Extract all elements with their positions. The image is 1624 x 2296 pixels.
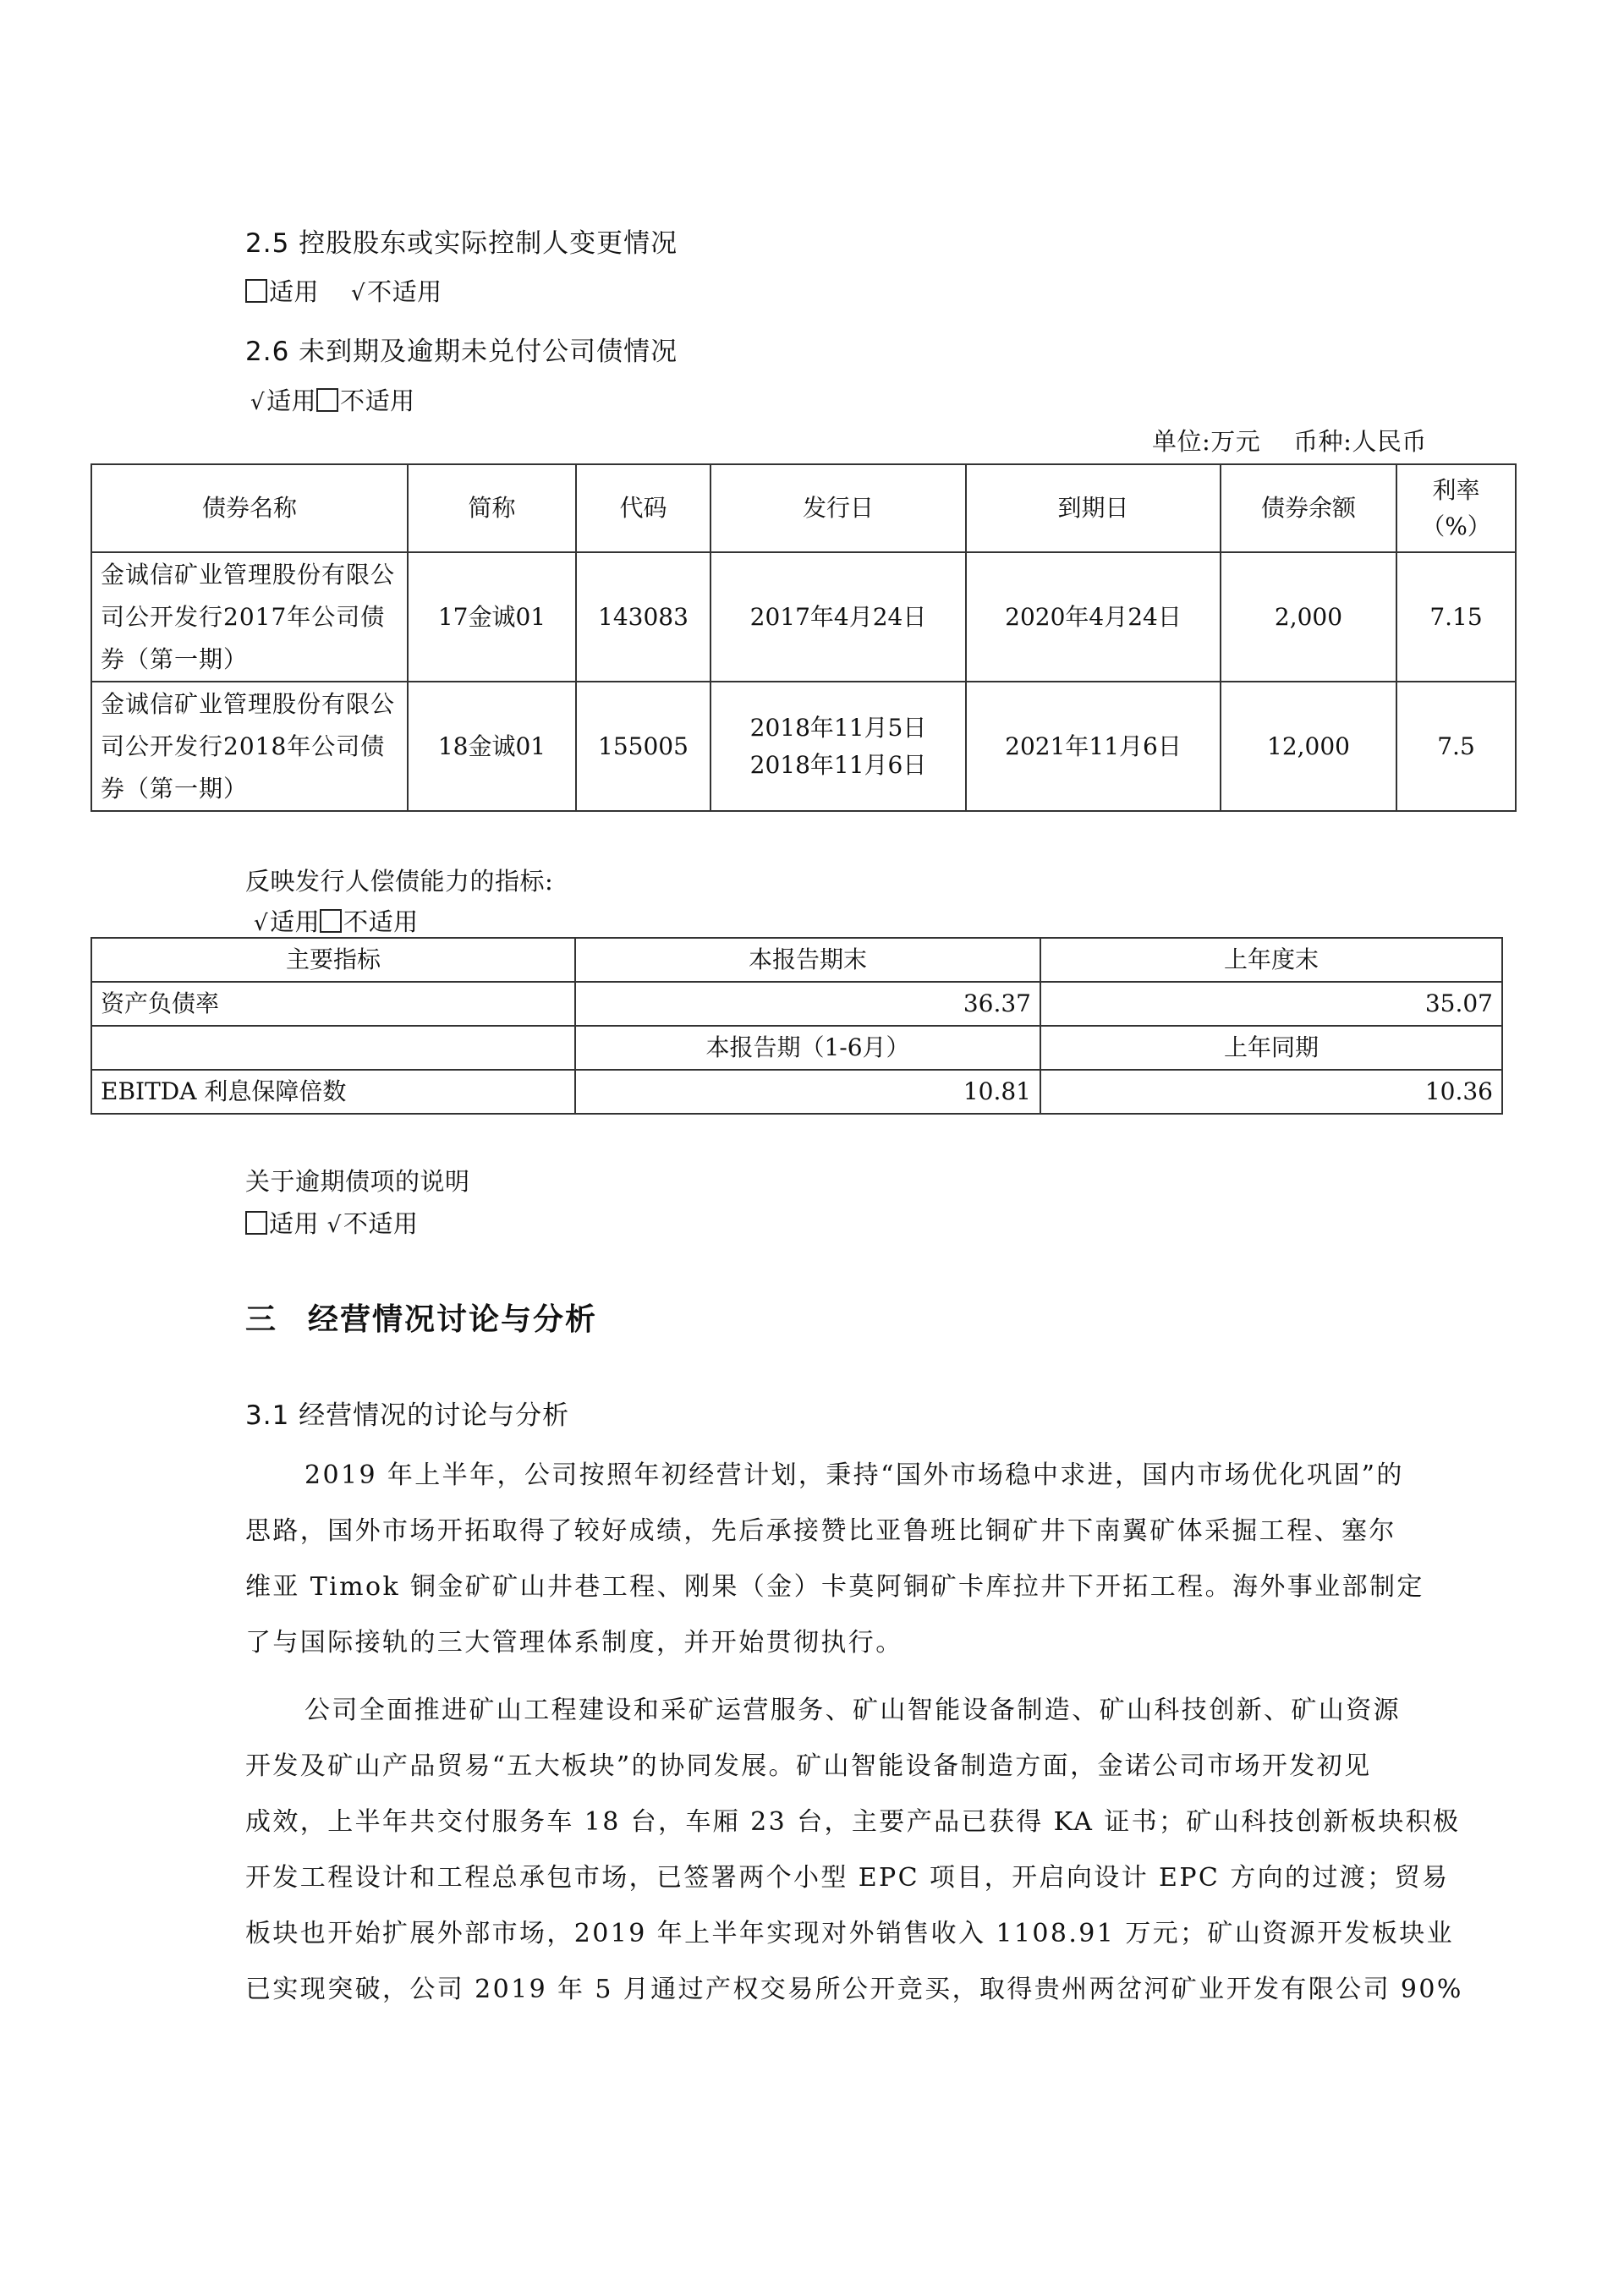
- table-row: [91, 982, 1502, 1026]
- indicator-current: 10.81: [575, 1070, 1040, 1114]
- header-bond-name: 债券名称: [91, 464, 408, 552]
- indicator-label: EBITDA 利息保障倍数: [91, 1070, 575, 1114]
- indicator-table: [91, 937, 1503, 1115]
- header-rate-line1: 利率: [1432, 475, 1480, 504]
- table-row: [91, 682, 1516, 811]
- option-applicable-label: 适用: [266, 386, 317, 415]
- issue-date-line2: 2018年11月6日: [749, 750, 927, 779]
- option-not-applicable-label: 不适用: [343, 1209, 419, 1238]
- section-2-6-heading: 2.6 未到期及逾期未兑付公司债情况: [245, 337, 678, 367]
- header-issue-date: 发行日: [710, 464, 966, 552]
- paragraph-line: 已实现突破，公司 2019 年 5 月通过产权交易所公开竞买，取得贵州两岔河矿业开发有限公司 90%: [245, 1975, 1463, 2004]
- table-row: [91, 1070, 1502, 1114]
- overdue-options: [245, 1205, 418, 1240]
- table-row: [91, 1026, 1502, 1070]
- option-not-applicable-label: 不适用: [367, 277, 442, 306]
- rate-cell: 7.15: [1396, 552, 1516, 682]
- header-rate: [1396, 464, 1516, 552]
- unchecked-box-icon[interactable]: [320, 909, 342, 933]
- indicators-options: [254, 903, 419, 938]
- option-applicable-label: 适用: [269, 277, 320, 306]
- maturity-date-cell: 2020年4月24日: [966, 552, 1221, 682]
- indicator-prior: 10.36: [1040, 1070, 1502, 1114]
- balance-cell: 2,000: [1221, 552, 1396, 682]
- unchecked-box-icon[interactable]: [245, 279, 267, 303]
- indicator-header-row: [91, 938, 1502, 982]
- paragraph-line: 了与国际接轨的三大管理体系制度，并开始贯彻执行。: [245, 1628, 903, 1658]
- header-short-name: 简称: [408, 464, 576, 552]
- rate-cell: 7.5: [1396, 682, 1516, 811]
- paragraph-line: 公司全面推进矿山工程建设和采矿运营服务、矿山智能设备制造、矿山科技创新、矿山资源: [304, 1696, 1401, 1725]
- paragraph-overseas-market: [245, 1448, 1463, 1671]
- unchecked-box-icon[interactable]: [316, 388, 338, 412]
- option-applicable-label: 适用: [269, 1209, 320, 1238]
- balance-cell: 12,000: [1221, 682, 1396, 811]
- short-name-cell: 17金诚01: [408, 552, 576, 682]
- header-rate-line2: （%）: [1421, 512, 1491, 540]
- paragraph-line: 开发及矿山产品贸易“五大板块”的协同发展。矿山智能设备制造方面，金诺公司市场开发初见: [245, 1751, 1372, 1781]
- indicator-label: [91, 1026, 575, 1070]
- checkmark-icon[interactable]: √: [326, 1213, 342, 1238]
- bond-table: [91, 463, 1517, 812]
- section-2-5-options: [245, 273, 442, 308]
- paragraph-line: 思路，国外市场开拓取得了较好成绩，先后承接赞比亚鲁班比铜矿井下南翼矿体采掘工程、塞尔: [245, 1516, 1396, 1546]
- issue-date-line1: 2018年11月5日: [749, 714, 927, 743]
- table-row: [91, 552, 1516, 682]
- section-3-number: 三: [245, 1302, 278, 1337]
- header-current-period-end: 本报告期末: [575, 938, 1040, 982]
- header-maturity-date: 到期日: [966, 464, 1221, 552]
- section-3-title: 经营情况讨论与分析: [308, 1302, 598, 1337]
- issue-date-cell: [710, 682, 966, 811]
- header-prior-year-end: 上年度末: [1040, 938, 1502, 982]
- checkmark-icon[interactable]: √: [254, 911, 269, 936]
- section-2-5-heading: 2.5 控股股东或实际控制人变更情况: [245, 228, 678, 259]
- paragraph-line: 2019 年上半年，公司按照年初经营计划，秉持“国外市场稳中求进，国内市场优化巩固”的: [304, 1460, 1404, 1490]
- indicator-current: 36.37: [575, 982, 1040, 1026]
- option-applicable-label: 适用: [270, 907, 321, 936]
- short-name-cell: 18金诚01: [408, 682, 576, 811]
- unchecked-box-icon[interactable]: [245, 1211, 267, 1235]
- paragraph-line: 维亚 Timok 铜金矿矿山井巷工程、刚果（金）卡莫阿铜矿卡库拉井下开拓工程。海外事业部制定: [245, 1572, 1424, 1602]
- section-3-1-heading: 3.1 经营情况的讨论与分析: [245, 1400, 570, 1431]
- maturity-date-cell: 2021年11月6日: [966, 682, 1221, 811]
- checkmark-icon[interactable]: √: [250, 390, 266, 415]
- unit-currency-note: 单位:万元 币种:人民币: [1152, 427, 1427, 456]
- code-cell: 143083: [576, 552, 710, 682]
- paragraph-line: 板块也开始扩展外部市场，2019 年上半年实现对外销售收入 1108.91 万元；矿山资源开发板块业: [245, 1919, 1455, 1948]
- bond-name-cell: 金诚信矿业管理股份有限公司公开发行2017年公司债券（第一期）: [91, 552, 408, 682]
- option-not-applicable-label: 不适用: [343, 907, 419, 936]
- indicator-prior: 35.07: [1040, 982, 1502, 1026]
- paragraph-line: 开发工程设计和工程总承包市场，已签署两个小型 EPC 项目，开启向设计 EPC 方向的过渡；贸易: [245, 1863, 1450, 1893]
- header-main-indicator: 主要指标: [91, 938, 575, 982]
- header-code: 代码: [576, 464, 710, 552]
- bond-name-cell: 金诚信矿业管理股份有限公司公开发行2018年公司债券（第一期）: [91, 682, 408, 811]
- header-balance: 债券余额: [1221, 464, 1396, 552]
- checkmark-icon[interactable]: √: [351, 281, 366, 306]
- header-current-period: 本报告期（1-6月）: [575, 1026, 1040, 1070]
- code-cell: 155005: [576, 682, 710, 811]
- header-prior-period: 上年同期: [1040, 1026, 1502, 1070]
- overdue-note-title: 关于逾期债项的说明: [245, 1167, 470, 1196]
- indicators-intro: 反映发行人偿债能力的指标:: [245, 867, 554, 896]
- issue-date-cell: 2017年4月24日: [710, 552, 966, 682]
- section-2-6-options: [250, 382, 415, 417]
- paragraph-five-segments: [245, 1683, 1463, 2018]
- paragraph-line: 成效，上半年共交付服务车 18 台，车厢 23 台，主要产品已获得 KA 证书；矿山科技创新板块积极: [245, 1807, 1461, 1837]
- section-3-heading: [245, 1296, 597, 1339]
- indicator-label: 资产负债率: [91, 982, 575, 1026]
- bond-table-header-row: [91, 464, 1516, 552]
- option-not-applicable-label: 不适用: [340, 386, 415, 415]
